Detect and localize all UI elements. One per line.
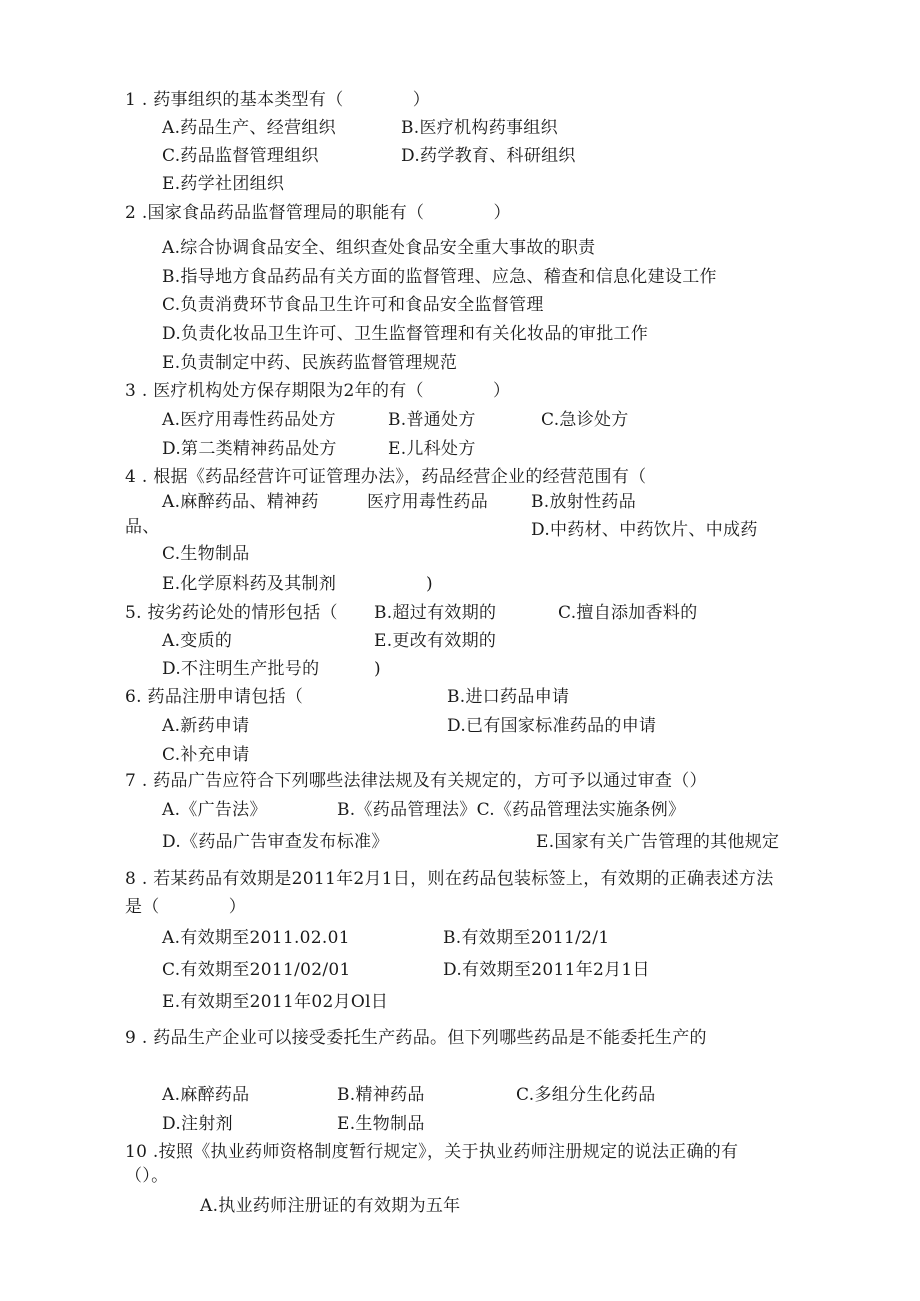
question-9-stem: 9 . 药品生产企业可以接受委托生产药品。但下列哪些药品是不能委托生产的 bbox=[125, 1028, 707, 1048]
question-3-option-b: B.普通处方 bbox=[388, 410, 476, 430]
question-2-option-a: A.综合协调食品安全、组织查处食品安全重大事故的职责 bbox=[162, 238, 596, 258]
question-9-option-e: E.生物制品 bbox=[337, 1114, 425, 1134]
question-5-stem: 5. 按劣药论处的情形包括（ bbox=[125, 603, 338, 623]
question-9-option-d: D.注射剂 bbox=[162, 1114, 233, 1134]
question-3-option-e: E.儿科处方 bbox=[388, 439, 476, 459]
question-4-option-a-part2: 医疗用毒性药品 bbox=[367, 492, 489, 512]
question-9-option-c: C.多组分生化药品 bbox=[516, 1085, 656, 1105]
question-1-option-e: E.药学社团组织 bbox=[162, 174, 285, 194]
question-10-stem-line1: 10 .按照《执业药师资格制度暂行规定》，关于执业药师注册规定的说法正确的有 bbox=[125, 1142, 739, 1162]
question-6-option-d: D.已有国家标准药品的申请 bbox=[447, 716, 657, 736]
question-1-option-b: B.医疗机构药事组织 bbox=[401, 118, 558, 138]
question-4-option-a-part1: A.麻醉药品、精神药 bbox=[162, 492, 319, 512]
question-9-option-b: B.精神药品 bbox=[337, 1085, 425, 1105]
question-10-option-a: A.执业药师注册证的有效期为五年 bbox=[200, 1196, 461, 1216]
question-8-option-e: E.有效期至2011年02月Ol日 bbox=[162, 992, 389, 1012]
question-4-closing-paren: ) bbox=[426, 574, 433, 594]
question-5-option-e: E.更改有效期的 bbox=[374, 631, 497, 651]
question-8-option-d: D.有效期至2011年2月1日 bbox=[443, 960, 650, 980]
question-9-option-a: A.麻醉药品 bbox=[162, 1085, 250, 1105]
question-3-option-a: A.医疗用毒性药品处方 bbox=[162, 410, 336, 430]
question-6-stem: 6. 药品注册申请包括（ bbox=[125, 687, 304, 707]
question-6-option-a: A.新药申请 bbox=[162, 716, 250, 736]
question-2-option-c: C.负责消费环节食品卫生许可和食品安全监督管理 bbox=[162, 295, 544, 315]
question-2-option-b: B.指导地方食品药品有关方面的监督管理、应急、稽查和信息化建设工作 bbox=[162, 267, 717, 287]
question-3-stem: 3 . 医疗机构处方保存期限为2年的有（ ） bbox=[125, 381, 511, 401]
question-4-option-c: C.生物制品 bbox=[162, 544, 250, 564]
question-4-stem: 4 . 根据《药品经营许可证管理办法》，药品经营企业的经营范围有（ bbox=[125, 467, 647, 487]
question-4-option-e: E.化学原料药及其制剂 bbox=[162, 574, 337, 594]
question-6-option-b: B.进口药品申请 bbox=[447, 687, 570, 707]
question-3-option-c: C.急诊处方 bbox=[541, 410, 629, 430]
question-5-option-c: C.擅自添加香料的 bbox=[558, 603, 698, 623]
question-4-option-d: D.中药材、中药饮片、中成药 bbox=[531, 520, 758, 540]
question-8-option-a: A.有效期至2011.02.01 bbox=[162, 928, 350, 948]
question-8-stem-line1: 8 . 若某药品有效期是2011年2月1日，则在药品包装标签上，有效期的正确表述方法 bbox=[125, 869, 774, 889]
question-8-stem-line2: 是（ ） bbox=[125, 897, 247, 917]
question-1-option-a: A.药品生产、经营组织 bbox=[162, 118, 336, 138]
question-7-option-d: D.《药品广告审查发布标准》 bbox=[162, 832, 389, 852]
question-5-option-d: D.不注明生产批号的 bbox=[162, 659, 320, 679]
question-8-option-c: C.有效期至2011/02/01 bbox=[162, 960, 351, 980]
question-7-option-bc: B.《药品管理法》C.《药品管理法实施条例》 bbox=[337, 800, 686, 820]
question-1-option-d: D.药学教育、科研组织 bbox=[401, 146, 576, 166]
question-10-stem-line2: （）。 bbox=[125, 1166, 169, 1186]
question-5-closing-paren: ) bbox=[374, 659, 381, 679]
question-5-option-b: B.超过有效期的 bbox=[374, 603, 497, 623]
question-4-option-b: B.放射性药品 bbox=[531, 492, 636, 512]
question-1-option-c: C.药品监督管理组织 bbox=[162, 146, 319, 166]
question-2-stem: 2 .国家食品药品监督管理局的职能有（ ） bbox=[125, 203, 511, 223]
question-4-option-a-part3: 品、 bbox=[125, 517, 160, 537]
question-2-option-d: D.负责化妆品卫生许可、卫生监督管理和有关化妆品的审批工作 bbox=[162, 324, 649, 344]
question-2-option-e: E.负责制定中药、民族药监督管理规范 bbox=[162, 353, 458, 373]
question-6-option-c: C.补充申请 bbox=[162, 745, 250, 765]
question-7-option-e: E.国家有关广告管理的其他规定 bbox=[536, 832, 780, 852]
question-7-stem: 7 . 药品广告应符合下列哪些法律法规及有关规定的，方可予以通过审查（） bbox=[125, 771, 707, 791]
question-3-option-d: D.第二类精神药品处方 bbox=[162, 439, 337, 459]
question-5-option-a: A.变质的 bbox=[162, 631, 233, 651]
question-1-stem: 1 . 药事组织的基本类型有（ ） bbox=[125, 90, 431, 110]
question-8-option-b: B.有效期至2011/2/1 bbox=[443, 928, 610, 948]
question-7-option-a: A.《广告法》 bbox=[162, 800, 267, 820]
